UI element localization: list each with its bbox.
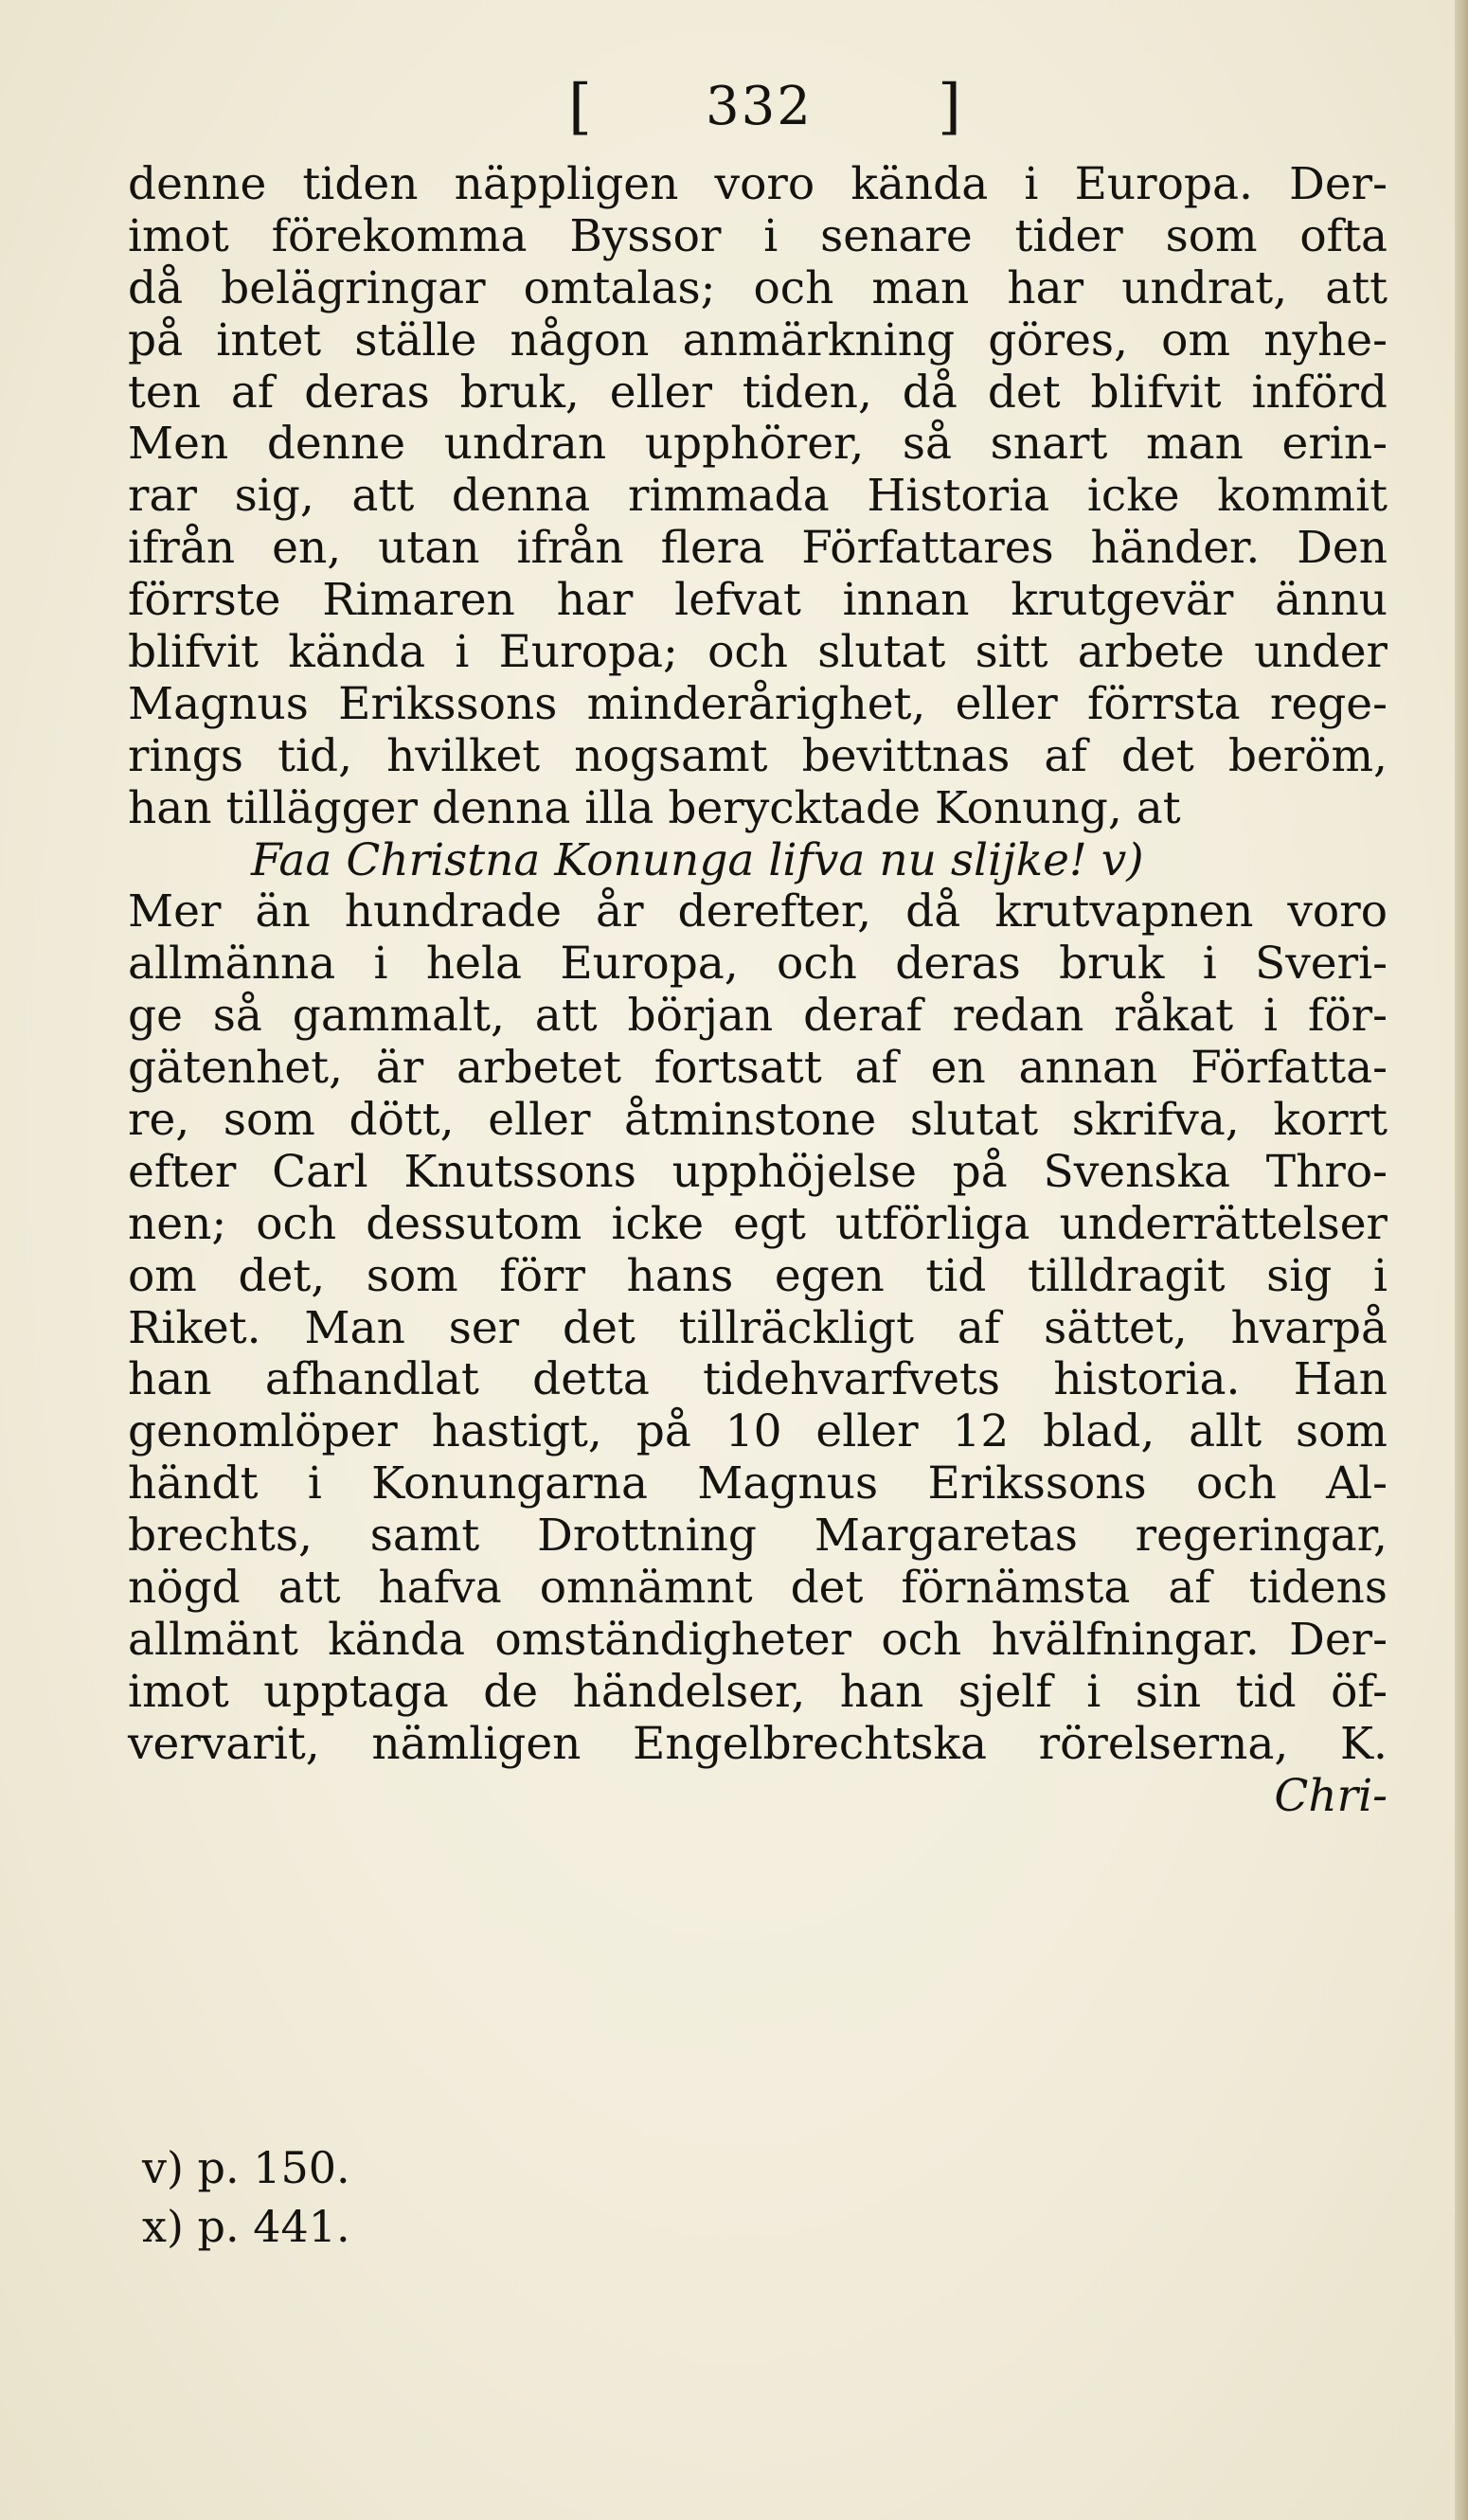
text-line: då belägringar omtalas; och man har undrat, att [128, 261, 1387, 314]
text-line: allmänna i hela Europa, och deras bruk i Sveri- [128, 938, 1387, 991]
page-number: 332 [706, 76, 813, 137]
text-line: om det, som förr hans egen tid tilldragit sig i [128, 1249, 1387, 1302]
text-line: rings tid, hvilket nogsamt bevittnas af det beröm, [128, 729, 1387, 782]
text-line: ten af deras bruk, eller tiden, då det blifvit införd [128, 366, 1387, 419]
text-line: Riket. Man ser det tillräckligt af sättet, hvarpå [128, 1301, 1387, 1354]
text-line: brechts, samt Drottning Margaretas regeringar, [128, 1510, 1387, 1563]
text-line: blifvit kända i Europa; och slutat sitt arbete under [128, 626, 1387, 679]
header-bracket-right: ] [938, 72, 961, 142]
text-line: på intet ställe någon anmärkning göres, om nyhe- [128, 313, 1387, 366]
text-line: ifrån en, utan ifrån flera Författares händer. Den [128, 522, 1387, 575]
body-text [128, 159, 1387, 1823]
text-line: Men denne undran upphörer, så snart man erin- [128, 418, 1387, 471]
text-line: re, som dött, eller åtminstone slutat skrifva, korrt [128, 1094, 1387, 1147]
text-line: allmänt kända omständigheter och hvälfningar. Der- [128, 1613, 1387, 1666]
text-line: han tillägger denna illa berycktade Konung, at [128, 781, 1181, 834]
text-line: ge så gammalt, att början deraf redan råkat i för- [128, 990, 1387, 1043]
text-line: vervarit, nämligen Engelbrechtska rörelserna, K. [128, 1717, 1387, 1770]
footnote-v: v) p. 150. [142, 2142, 350, 2193]
verse-quote: Faa Christna Konunga lifva nu slijke! v) [251, 833, 1144, 886]
text-line: genomlöper hastigt, på 10 eller 12 blad, allt som [128, 1405, 1387, 1458]
catchword: Chri- [1274, 1769, 1387, 1822]
text-line: denne tiden näppligen voro kända i Europa. Der- [128, 158, 1387, 210]
text-line: efter Carl Knutssons upphöjelse på Svenska Thro- [128, 1145, 1387, 1198]
text-line: nen; och dessutom icke egt utförliga underrättelser [128, 1197, 1387, 1250]
text-line: förrste Rimaren har lefvat innan krutgevär ännu [128, 574, 1387, 627]
text-line: imot förekomma Byssor i senare tider som ofta [128, 209, 1387, 262]
page-header [0, 64, 1468, 150]
footnotes [142, 2138, 710, 2256]
page-edge [1455, 0, 1468, 2520]
text-line: nögd att hafva omnämnt det förnämsta af tidens [128, 1562, 1387, 1615]
text-line: händt i Konungarna Magnus Erikssons och Al- [128, 1457, 1387, 1510]
footnote-x: x) p. 441. [142, 2201, 350, 2252]
text-line: rar sig, att denna rimmada Historia icke kommit [128, 470, 1387, 523]
text-line: Mer än hundrade år derefter, då krutvapnen voro [128, 885, 1387, 938]
header-bracket-left: [ [568, 72, 592, 142]
text-line: Magnus Erikssons minderårighet, eller förrsta rege- [128, 677, 1387, 730]
text-line: gätenhet, är arbetet fortsatt af en annan Författa- [128, 1042, 1387, 1095]
text-line: han afhandlat detta tidehvarfvets historia. Han [128, 1353, 1387, 1406]
text-line: imot upptaga de händelser, han sjelf i sin tid öf- [128, 1665, 1387, 1718]
